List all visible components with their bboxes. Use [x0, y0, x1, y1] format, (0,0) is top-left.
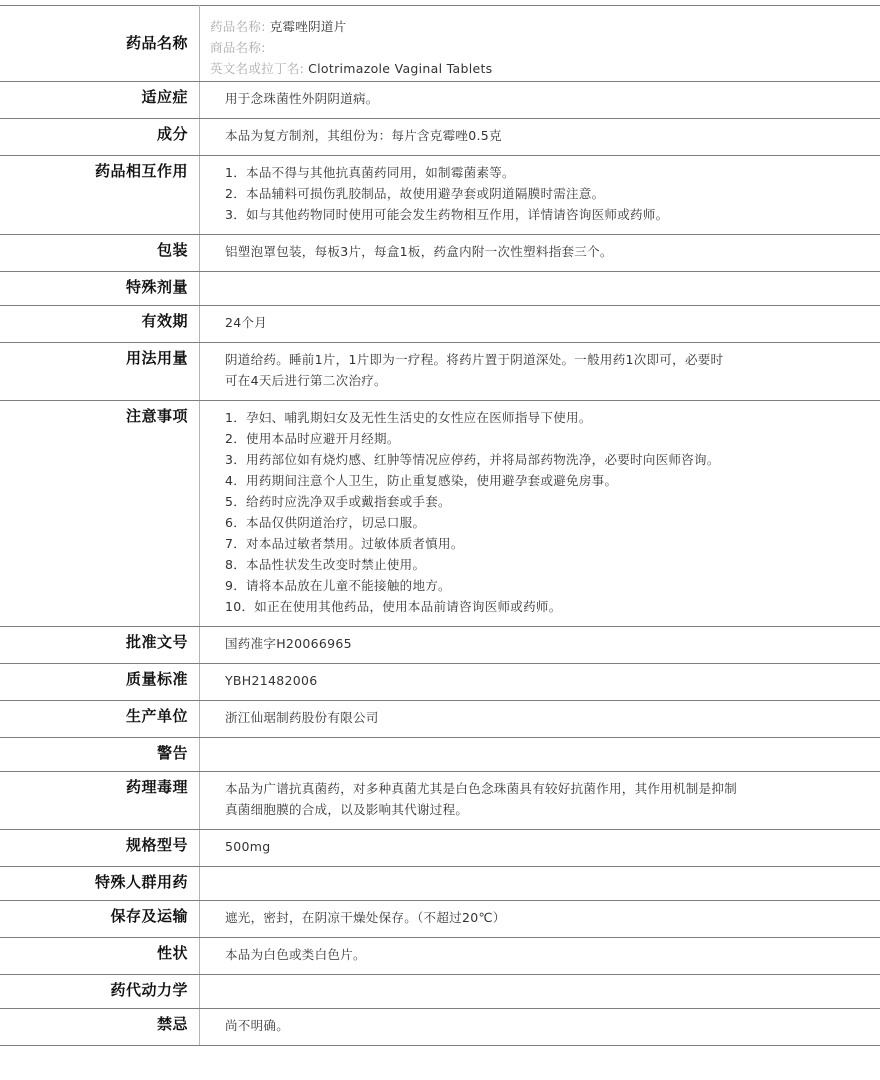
row-value — [200, 343, 880, 401]
row-value — [200, 156, 880, 235]
value-line: 本品为广谱抗真菌药，对多种真菌尤其是白色念珠菌具有较好抗菌作用，其作用机制是抑制 — [225, 781, 738, 796]
value-line: 阴道给药。睡前1片，1片即为一疗程。将药片置于阴道深处。一般用药1次即可，必要时 — [225, 352, 724, 367]
row-label: 禁忌 — [0, 1009, 200, 1046]
row-value — [200, 306, 880, 343]
row-label: 成分 — [0, 119, 200, 156]
trade-name-line — [210, 37, 870, 58]
value-line: 4．用药期间注意个人卫生，防止重复感染，使用避孕套或避免房事。 — [225, 473, 618, 488]
row-value — [200, 830, 880, 867]
row-label: 保存及运输 — [0, 901, 200, 938]
value-line: 用于念珠菌性外阴阴道病。 — [225, 91, 379, 106]
row-label: 特殊人群用药 — [0, 867, 200, 901]
drug-spec-table-body — [0, 6, 880, 1046]
value-line: 1．本品不得与其他抗真菌药同用，如制霉菌素等。 — [225, 165, 515, 180]
spec-row — [0, 82, 880, 119]
spec-row — [0, 938, 880, 975]
row-value — [200, 1009, 880, 1046]
row-value — [200, 119, 880, 156]
value-line: 10．如正在使用其他药品，使用本品前请咨询医师或药师。 — [225, 599, 562, 614]
row-label: 质量标准 — [0, 664, 200, 701]
row-value — [200, 938, 880, 975]
spec-row — [0, 401, 880, 627]
row-label: 药品相互作用 — [0, 156, 200, 235]
row-label: 警告 — [0, 738, 200, 772]
row-label: 规格型号 — [0, 830, 200, 867]
value-line: 6．本品仅供阴道治疗，切忌口服。 — [225, 515, 426, 530]
spec-row — [0, 901, 880, 938]
row-label: 特殊剂量 — [0, 272, 200, 306]
value-line: 1．孕妇、哺乳期妇女及无性生活史的女性应在医师指导下使用。 — [225, 410, 592, 425]
row-label: 生产单位 — [0, 701, 200, 738]
spec-row — [0, 1009, 880, 1046]
row-value — [200, 975, 880, 1009]
english-name-line — [210, 58, 870, 79]
english-name-key: 英文名或拉丁名: — [210, 61, 305, 76]
value-line: 9．请将本品放在儿童不能接触的地方。 — [225, 578, 451, 593]
spec-row — [0, 306, 880, 343]
value-line: 3．如与其他药物同时使用可能会发生药物相互作用，详情请咨询医师或药师。 — [225, 207, 669, 222]
value-line: 5．给药时应洗净双手或戴指套或手套。 — [225, 494, 451, 509]
spec-row — [0, 975, 880, 1009]
row-label: 适应症 — [0, 82, 200, 119]
row-value — [200, 627, 880, 664]
spec-row — [0, 664, 880, 701]
spec-row — [0, 627, 880, 664]
value-line: 7．对本品过敏者禁用。过敏体质者慎用。 — [225, 536, 464, 551]
spec-row — [0, 830, 880, 867]
value-line: YBH21482006 — [225, 673, 318, 688]
value-line: 遮光，密封，在阴凉干燥处保存。（不超过20℃） — [225, 910, 506, 925]
value-line: 本品为白色或类白色片。 — [225, 947, 366, 962]
row-value — [200, 235, 880, 272]
value-line: 国药准字H20066965 — [225, 636, 352, 651]
spec-row-drug-name — [0, 6, 880, 82]
value-line: 24个月 — [225, 315, 268, 330]
generic-name-key: 药品名称: — [210, 19, 266, 34]
row-label: 注意事项 — [0, 401, 200, 627]
row-value — [200, 6, 880, 82]
drug-spec-table — [0, 5, 880, 1046]
value-line: 可在4天后进行第二次治疗。 — [225, 373, 387, 388]
value-line: 2．本品辅料可损伤乳胶制品，故使用避孕套或阴道隔膜时需注意。 — [225, 186, 605, 201]
row-value — [200, 664, 880, 701]
spec-row — [0, 772, 880, 830]
value-line: 500mg — [225, 839, 271, 854]
spec-row — [0, 119, 880, 156]
row-label: 药品名称 — [0, 6, 200, 82]
value-line: 尚不明确。 — [225, 1018, 290, 1033]
value-line: 3．用药部位如有烧灼感、红肿等情况应停药，并将局部药物洗净，必要时向医师咨询。 — [225, 452, 720, 467]
generic-name-line — [210, 16, 870, 37]
spec-row — [0, 235, 880, 272]
spec-row — [0, 738, 880, 772]
row-value — [200, 738, 880, 772]
spec-row — [0, 272, 880, 306]
row-label: 药代动力学 — [0, 975, 200, 1009]
row-label: 药理毒理 — [0, 772, 200, 830]
value-line: 铝塑泡罩包装，每板3片，每盒1板，药盒内附一次性塑料指套三个。 — [225, 244, 613, 259]
row-value — [200, 82, 880, 119]
spec-row — [0, 156, 880, 235]
row-label: 批准文号 — [0, 627, 200, 664]
value-line: 8．本品性状发生改变时禁止使用。 — [225, 557, 426, 572]
row-label: 包装 — [0, 235, 200, 272]
generic-name-value: 克霉唑阴道片 — [269, 19, 347, 34]
trade-name-key: 商品名称: — [210, 40, 266, 55]
row-label: 有效期 — [0, 306, 200, 343]
spec-row — [0, 867, 880, 901]
row-label: 性状 — [0, 938, 200, 975]
value-line: 浙江仙琚制药股份有限公司 — [225, 710, 379, 725]
value-line: 本品为复方制剂，其组份为：每片含克霉唑0.5克 — [225, 128, 502, 143]
row-value — [200, 772, 880, 830]
english-name-value: Clotrimazole Vaginal Tablets — [308, 61, 493, 76]
row-value — [200, 401, 880, 627]
spec-row — [0, 701, 880, 738]
value-line: 真菌细胞膜的合成，以及影响其代谢过程。 — [225, 802, 469, 817]
value-line: 2．使用本品时应避开月经期。 — [225, 431, 400, 446]
spec-row — [0, 343, 880, 401]
row-value — [200, 701, 880, 738]
row-value — [200, 867, 880, 901]
row-value — [200, 272, 880, 306]
row-label: 用法用量 — [0, 343, 200, 401]
row-value — [200, 901, 880, 938]
